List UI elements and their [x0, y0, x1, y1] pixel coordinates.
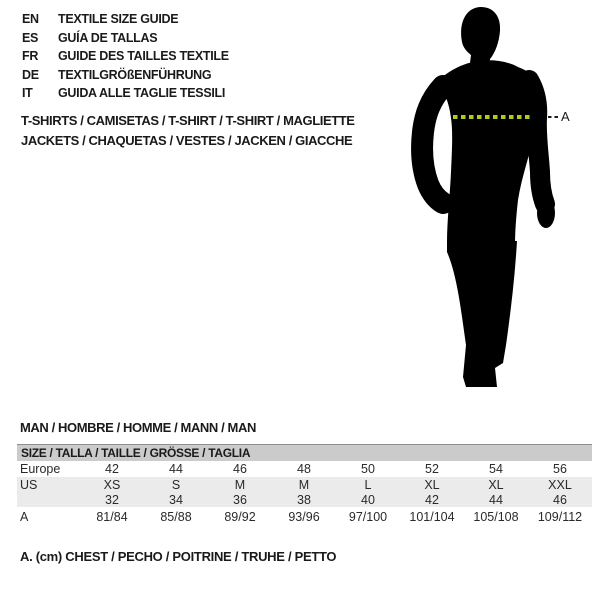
table-cell: 32	[105, 492, 119, 507]
table-cell: 46	[553, 492, 567, 507]
table-cell: 89/92	[224, 509, 256, 524]
table-cell: XL	[488, 477, 504, 492]
measurement-a-label: A	[561, 109, 570, 124]
row-label: A	[20, 509, 29, 524]
language-row-fr	[22, 47, 229, 66]
language-row-es	[22, 29, 229, 48]
language-label: GUÍA DE TALLAS	[58, 30, 158, 45]
garment-categories	[21, 111, 355, 151]
table-cell: 34	[169, 492, 183, 507]
table-cell: 93/96	[288, 509, 320, 524]
language-label: GUIDA ALLE TAGLIE TESSILI	[58, 86, 226, 101]
category-jackets: JACKETS / CHAQUETAS / VESTES / JACKEN / GIACCHE	[21, 133, 353, 148]
table-cell: 36	[233, 492, 247, 507]
language-code: IT	[22, 86, 33, 101]
table-cell: 42	[105, 462, 119, 476]
silhouette-head	[461, 7, 500, 67]
measurement-footnote: A. (cm) CHEST / PECHO / POITRINE / TRUHE / PETTO	[20, 549, 337, 564]
table-cell: 54	[489, 462, 503, 476]
table-cell: 101/104	[409, 509, 455, 524]
language-row-it	[22, 84, 229, 103]
language-row-en	[22, 10, 229, 29]
table-cell: L	[364, 477, 372, 492]
table-cell: 48	[297, 462, 311, 476]
table-row-europe	[17, 461, 592, 477]
man-silhouette	[405, 0, 600, 400]
language-row-de	[22, 66, 229, 85]
table-cell: XXL	[548, 477, 572, 492]
table-cell: 44	[169, 462, 183, 476]
table-cell: 105/108	[473, 509, 519, 524]
table-cell: 109/112	[537, 509, 583, 524]
section-title-man: MAN / HOMBRE / HOMME / MANN / MAN	[20, 420, 256, 435]
table-cell: 56	[553, 462, 567, 476]
silhouette-legs	[447, 240, 517, 387]
language-label: TEXTILE SIZE GUIDE	[58, 12, 179, 27]
language-code: EN	[22, 12, 39, 27]
language-code: FR	[22, 49, 39, 64]
table-cell: M	[298, 477, 310, 492]
silhouette-right-arm	[529, 80, 545, 204]
table-cell: 38	[297, 492, 311, 507]
language-list	[22, 10, 229, 103]
table-row-us-numbers	[17, 492, 592, 507]
language-label: GUIDE DES TAILLES TEXTILE	[58, 49, 229, 64]
size-table-header: SIZE / TALLA / TAILLE / GRÖSSE / TAGLIA	[17, 444, 592, 461]
table-cell: 40	[361, 492, 375, 507]
table-us-band	[17, 477, 592, 507]
table-cell: 44	[489, 492, 503, 507]
language-code: DE	[22, 67, 39, 82]
table-cell: S	[171, 477, 181, 492]
row-label: Europe	[20, 462, 61, 476]
table-cell: 97/100	[348, 509, 388, 524]
language-code: ES	[22, 30, 39, 45]
table-cell: M	[234, 477, 246, 492]
table-cell: 81/84	[96, 509, 128, 524]
table-row-us-letters	[17, 477, 592, 492]
language-label: TEXTILGRÖßENFÜHRUNG	[58, 67, 212, 82]
table-cell: 46	[233, 462, 247, 476]
row-label: US	[20, 477, 38, 492]
table-row-chest-cm	[17, 507, 592, 526]
table-cell: 50	[361, 462, 375, 476]
size-table	[17, 444, 592, 526]
table-cell: 42	[425, 492, 439, 507]
table-cell: 85/88	[160, 509, 192, 524]
table-cell: XS	[103, 477, 121, 492]
category-tshirts: T-SHIRTS / CAMISETAS / T-SHIRT / T-SHIRT / MAGLIETTE	[21, 113, 355, 128]
table-cell: XL	[424, 477, 440, 492]
table-cell: 52	[425, 462, 439, 476]
silhouette-right-hand	[537, 198, 555, 228]
silhouette-left-arm	[422, 86, 443, 203]
